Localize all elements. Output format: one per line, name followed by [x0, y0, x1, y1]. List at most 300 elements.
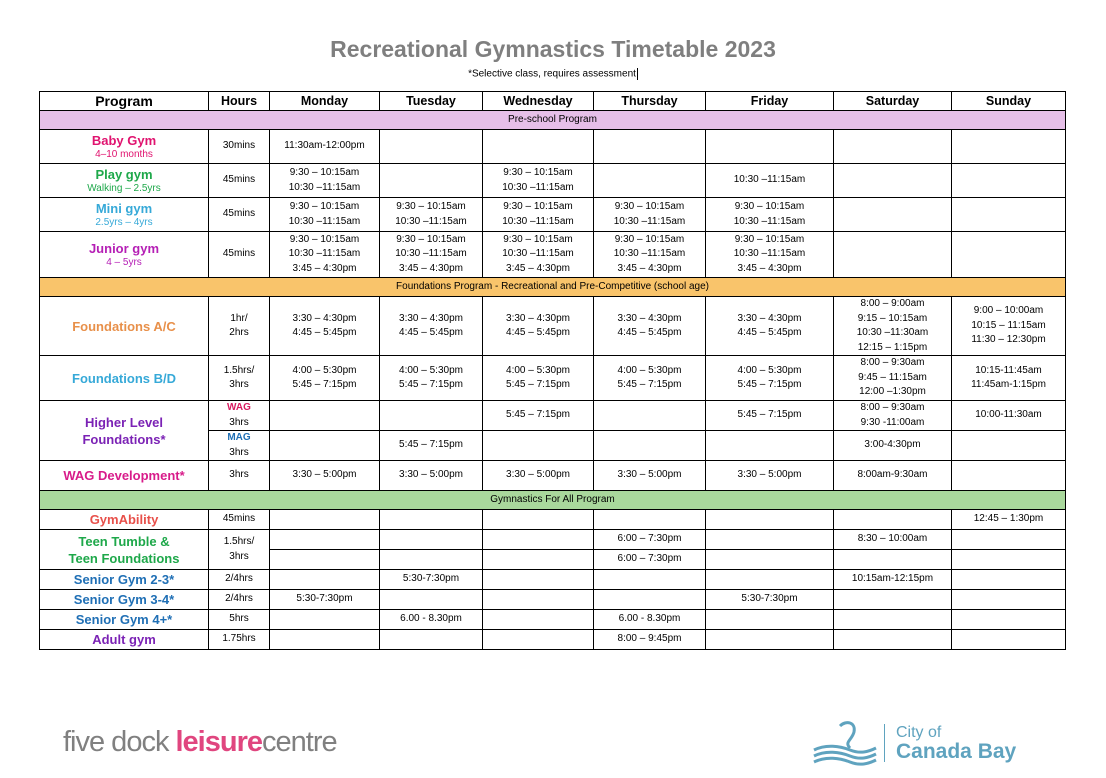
sunday-cell [952, 630, 1066, 650]
friday-cell [706, 164, 834, 198]
time-slot: 10:15-11:45am [975, 364, 1042, 376]
friday-cell [706, 198, 834, 232]
wednesday-cell [483, 610, 594, 630]
timetable [39, 91, 1066, 650]
mag-hours: 3hrs [229, 446, 249, 458]
time-slot: 5:30-7:30pm [296, 593, 353, 605]
time-slot: 10:00-11:30am [975, 409, 1042, 421]
time-slot: 9:00 – 10:00am [973, 305, 1044, 317]
monday-cell [270, 431, 380, 461]
saturday-cell [834, 610, 952, 630]
time-slot: 4:45 – 5:45pm [737, 327, 802, 338]
program-cell [40, 401, 209, 461]
wednesday-cell [483, 297, 594, 356]
hours-cell: 45mins [209, 510, 270, 530]
monday-cell [270, 461, 380, 491]
logo-text-part: centre [262, 726, 337, 758]
tuesday-cell [380, 590, 483, 610]
time-slot: 4:45 – 5:45pm [292, 327, 357, 338]
time-slot: 4:00 – 5:30pm [399, 364, 463, 376]
table-row [40, 610, 1066, 630]
hours-cell [209, 356, 270, 401]
time-slot: 11:30am-12:00pm [284, 140, 365, 152]
program-age: 2.5yrs – 4yrs [95, 217, 153, 228]
tuesday-cell [380, 198, 483, 232]
tuesday-cell [380, 510, 483, 530]
wednesday-cell [483, 198, 594, 232]
tuesday-cell [380, 401, 483, 431]
table-row [40, 590, 1066, 610]
page-title: Recreational Gymnastics Timetable 2023 [330, 36, 776, 62]
tuesday-cell [380, 431, 483, 461]
monday-cell [270, 297, 380, 356]
saturday-cell [834, 130, 952, 164]
time-slot: 10:30 –11:15am [613, 248, 686, 260]
sunday-cell [952, 164, 1066, 198]
time-slot: 3hrs [229, 379, 249, 390]
thursday-cell [594, 297, 706, 356]
logo-divider [884, 724, 885, 762]
time-slot: 3hrs [229, 550, 249, 562]
sunday-cell [952, 530, 1066, 550]
monday-cell [270, 510, 380, 530]
text-cursor [637, 68, 638, 80]
time-slot: 3:30 – 5:00pm [399, 469, 463, 481]
time-slot: 5:45 – 7:15pm [399, 379, 463, 390]
friday-cell [706, 356, 834, 401]
time-slot: 5:45 – 7:15pm [506, 409, 570, 421]
time-slot: 4:00 – 5:30pm [292, 364, 357, 376]
program-cell [40, 610, 209, 630]
time-slot: 10:30 –11:15am [502, 181, 574, 193]
header-friday: Friday [706, 92, 834, 111]
saturday-cell [834, 530, 952, 550]
program-name: Higher Level [84, 414, 164, 430]
wednesday-cell [483, 461, 594, 491]
time-slot: 3:30 – 4:30pm [737, 312, 802, 324]
sunday-cell [952, 590, 1066, 610]
time-slot: 10:30 –11:15am [288, 181, 361, 193]
program-cell [40, 570, 209, 590]
tuesday-cell [380, 610, 483, 630]
program-name: GymAbility [89, 512, 159, 527]
time-slot: 10:30 –11:15am [613, 215, 686, 227]
time-slot: 9:30 – 10:15am [289, 201, 360, 212]
time-slot: 3:30 – 5:00pm [292, 469, 357, 481]
monday-cell [270, 610, 380, 630]
monday-cell [270, 530, 380, 550]
saturday-cell [834, 461, 952, 491]
time-slot: 6.00 - 8.30pm [618, 613, 681, 625]
time-slot: 12:45 – 1:30pm [973, 513, 1044, 525]
program-cell [40, 510, 209, 530]
table-row [40, 198, 1066, 232]
time-slot: 3:45 – 4:30pm [292, 262, 357, 274]
logo-text-small: City of [896, 724, 942, 741]
time-slot: 9:30 – 10:15am [289, 233, 360, 245]
program-name: Foundations B/D [72, 370, 176, 386]
program-name: Foundations A/C [72, 318, 176, 334]
time-slot: 9:30 – 10:15am [734, 201, 805, 212]
saturday-cell [834, 570, 952, 590]
time-slot: 9:30 – 10:15am [734, 233, 805, 245]
friday-cell [706, 550, 834, 570]
tuesday-cell [380, 297, 483, 356]
thursday-cell [594, 401, 706, 431]
time-slot: 10:30 –11:15am [288, 248, 361, 260]
saturday-cell [834, 590, 952, 610]
sunday-cell [952, 570, 1066, 590]
program-name: Mini gym [95, 201, 153, 216]
thursday-cell [594, 570, 706, 590]
hours-cell [209, 530, 270, 570]
time-slot: 11:45am-1:15pm [971, 379, 1046, 390]
thursday-cell [594, 530, 706, 550]
table-row [40, 401, 1066, 431]
time-slot: 11:30 – 12:30pm [971, 334, 1046, 346]
time-slot: 3:45 – 4:30pm [399, 262, 463, 274]
monday-cell [270, 590, 380, 610]
time-slot: 10:30 –11:15am [395, 215, 467, 227]
saturday-cell [834, 232, 952, 278]
sunday-cell [952, 232, 1066, 278]
monday-cell [270, 550, 380, 570]
table-row [40, 461, 1066, 491]
friday-cell [706, 610, 834, 630]
table-row [40, 630, 1066, 650]
time-slot: 5:45 – 7:15pm [617, 379, 682, 390]
hours-cell: 45mins [209, 232, 270, 278]
program-cell [40, 590, 209, 610]
program-name: Foundations* [82, 431, 166, 447]
hours-cell: 2/4hrs [209, 570, 270, 590]
time-slot: 3:30 – 5:00pm [737, 469, 802, 481]
program-name: WAG Development* [63, 468, 185, 483]
header-row [40, 92, 1066, 111]
program-name: Junior gym [88, 241, 160, 256]
thursday-cell [594, 610, 706, 630]
header-tuesday: Tuesday [380, 92, 483, 111]
saturday-cell [834, 297, 952, 356]
band-label: Pre-school Program [40, 111, 1066, 130]
wag-hours: 3hrs [229, 416, 249, 428]
hours-cell: 30mins [209, 130, 270, 164]
page-subtitle [0, 68, 1106, 80]
time-slot: 3:30 – 5:00pm [617, 469, 682, 481]
time-slot: 8:00am-9:30am [857, 469, 928, 481]
mag-label: MAG [227, 432, 251, 443]
saturday-cell [834, 164, 952, 198]
time-slot: 8:00 – 9:45pm [617, 633, 682, 645]
time-slot: 9:15 – 10:15am [857, 312, 928, 324]
hours-cell: 3hrs [209, 461, 270, 491]
time-slot: 2hrs [229, 327, 249, 338]
time-slot: 10:30 –11:15am [733, 174, 806, 186]
friday-cell [706, 297, 834, 356]
saturday-cell [834, 630, 952, 650]
time-slot: 1.5hrs/ [223, 364, 255, 376]
tuesday-cell [380, 164, 483, 198]
tuesday-cell [380, 232, 483, 278]
sunday-cell [952, 550, 1066, 570]
program-name: Senior Gym 3-4* [73, 592, 175, 607]
monday-cell [270, 570, 380, 590]
time-slot: 3:00-4:30pm [864, 439, 921, 451]
program-age: 4 – 5yrs [106, 257, 142, 268]
saturday-cell [834, 401, 952, 431]
friday-cell [706, 431, 834, 461]
wednesday-cell [483, 570, 594, 590]
header-thursday: Thursday [594, 92, 706, 111]
time-slot: 10:30 –11:30am [856, 327, 929, 338]
time-slot: 8:30 – 10:00am [857, 533, 928, 545]
time-slot: 5:30-7:30pm [402, 573, 460, 585]
friday-cell [706, 232, 834, 278]
time-slot: 5:45 – 7:15pm [737, 379, 802, 390]
time-slot: 8:00 – 9:00am [860, 298, 925, 309]
header-saturday: Saturday [834, 92, 952, 111]
time-slot: 3:45 – 4:30pm [737, 262, 802, 274]
table-row [40, 570, 1066, 590]
thursday-cell [594, 356, 706, 401]
program-cell [40, 530, 209, 570]
program-name: Teen Tumble & [78, 533, 170, 549]
time-slot: 10:15 – 11:15am [971, 319, 1046, 331]
tuesday-cell [380, 550, 483, 570]
saturday-cell [834, 431, 952, 461]
wednesday-cell [483, 510, 594, 530]
time-slot: 9:30 – 10:15am [503, 233, 573, 245]
header-program: Program [40, 92, 209, 111]
wednesday-cell [483, 164, 594, 198]
program-cell [40, 461, 209, 491]
band-foundations [40, 278, 1066, 297]
program-cell [40, 297, 209, 356]
wednesday-cell [483, 356, 594, 401]
time-slot: 3:30 – 4:30pm [399, 312, 463, 324]
time-slot: 4:45 – 5:45pm [617, 327, 682, 338]
time-slot: 10:30 –11:15am [733, 215, 806, 227]
friday-cell [706, 590, 834, 610]
program-age: Walking – 2.5yrs [87, 183, 161, 194]
table-row [40, 297, 1066, 356]
sunday-cell [952, 356, 1066, 401]
time-slot: 5:45 – 7:15pm [737, 409, 802, 421]
saturday-cell [834, 510, 952, 530]
thursday-cell [594, 550, 706, 570]
friday-cell [706, 570, 834, 590]
monday-cell [270, 130, 380, 164]
sunday-cell [952, 431, 1066, 461]
program-name: Senior Gym 4+* [75, 612, 173, 627]
time-slot: 4:45 – 5:45pm [399, 327, 463, 338]
tuesday-cell [380, 461, 483, 491]
time-slot: 9:30 -11:00am [860, 416, 925, 428]
canada-bay-logo [810, 718, 1050, 768]
time-slot: 3:30 – 5:00pm [506, 469, 570, 481]
header-sunday: Sunday [952, 92, 1066, 111]
logo-text-part: leisure [175, 726, 262, 758]
time-slot: 10:30 –11:15am [733, 248, 806, 260]
thursday-cell [594, 164, 706, 198]
logo-text-big: Canada Bay [896, 740, 1017, 763]
hours-cell: 45mins [209, 198, 270, 232]
thursday-cell [594, 461, 706, 491]
hours-cell: 45mins [209, 164, 270, 198]
time-slot: 9:30 – 10:15am [396, 201, 466, 212]
hours-cell [209, 297, 270, 356]
monday-cell [270, 401, 380, 431]
time-slot: 5:45 – 7:15pm [506, 379, 570, 390]
friday-cell [706, 401, 834, 431]
band-preschool [40, 111, 1066, 130]
time-slot: 6:00 – 7:30pm [617, 533, 682, 545]
program-name: Baby Gym [91, 133, 157, 148]
wednesday-cell [483, 431, 594, 461]
monday-cell [270, 232, 380, 278]
time-slot: 10:30 –11:15am [502, 248, 574, 260]
time-slot: 1.5hrs/ [223, 536, 255, 547]
table-row [40, 510, 1066, 530]
time-slot: 3:30 – 4:30pm [292, 312, 357, 324]
tuesday-cell [380, 570, 483, 590]
time-slot: 12:15 – 1:15pm [857, 341, 928, 353]
friday-cell [706, 510, 834, 530]
subtitle-text: *Selective class, requires assessment [468, 68, 636, 80]
time-slot: 1hr/ [230, 312, 248, 324]
program-cell [40, 130, 209, 164]
thursday-cell [594, 590, 706, 610]
program-cell [40, 164, 209, 198]
program-cell [40, 356, 209, 401]
band-label: Foundations Program - Recreational and Pre-Competitive (school age) [40, 278, 1066, 297]
time-slot: 3:30 – 4:30pm [617, 312, 682, 324]
table-row [40, 130, 1066, 164]
thursday-cell [594, 130, 706, 164]
time-slot: 6:00 – 7:30pm [617, 553, 682, 565]
program-name: Senior Gym 2-3* [73, 572, 175, 587]
canada-bay-wave-icon [810, 718, 880, 768]
time-slot: 10:30 –11:15am [502, 215, 574, 227]
time-slot: 5:45 – 7:15pm [399, 439, 463, 451]
header-wednesday: Wednesday [483, 92, 594, 111]
saturday-cell [834, 550, 952, 570]
sunday-cell [952, 198, 1066, 232]
thursday-cell [594, 510, 706, 530]
friday-cell [706, 530, 834, 550]
wednesday-cell [483, 550, 594, 570]
friday-cell [706, 630, 834, 650]
time-slot: 6.00 - 8.30pm [400, 613, 462, 625]
band-label: Gymnastics For All Program [40, 491, 1066, 510]
time-slot: 9:30 – 10:15am [614, 233, 685, 245]
sunday-cell [952, 297, 1066, 356]
monday-cell [270, 164, 380, 198]
tuesday-cell [380, 356, 483, 401]
sunday-cell [952, 130, 1066, 164]
time-slot: 3:45 – 4:30pm [506, 262, 570, 274]
time-slot: 9:45 – 11:15am [858, 371, 927, 383]
five-dock-logo [63, 726, 337, 759]
program-name: Play gym [95, 167, 153, 182]
wednesday-cell [483, 630, 594, 650]
time-slot: 9:30 – 10:15am [614, 201, 685, 212]
sunday-cell [952, 610, 1066, 630]
sunday-cell [952, 510, 1066, 530]
time-slot: 8:00 – 9:30am [860, 402, 925, 413]
wednesday-cell [483, 530, 594, 550]
table-row [40, 232, 1066, 278]
hours-cell: 5hrs [209, 610, 270, 630]
table-row [40, 356, 1066, 401]
thursday-cell [594, 630, 706, 650]
tuesday-cell [380, 130, 483, 164]
monday-cell [270, 630, 380, 650]
header-monday: Monday [270, 92, 380, 111]
sunday-cell [952, 401, 1066, 431]
program-cell [40, 232, 209, 278]
wednesday-cell [483, 130, 594, 164]
thursday-cell [594, 198, 706, 232]
hours-cell [209, 401, 270, 431]
time-slot: 3:45 – 4:30pm [617, 262, 682, 274]
saturday-cell [834, 356, 952, 401]
thursday-cell [594, 232, 706, 278]
friday-cell [706, 461, 834, 491]
program-name: Teen Foundations [68, 550, 180, 566]
table-row [40, 164, 1066, 198]
hours-cell [209, 431, 270, 461]
hours-cell: 2/4hrs [209, 590, 270, 610]
time-slot: 5:30-7:30pm [741, 593, 798, 605]
program-cell [40, 630, 209, 650]
logo-text-part: five dock [63, 726, 176, 758]
friday-cell [706, 130, 834, 164]
hours-cell: 1.75hrs [209, 630, 270, 650]
wednesday-cell [483, 232, 594, 278]
time-slot: 9:30 – 10:15am [503, 167, 573, 178]
time-slot: 9:30 – 10:15am [396, 233, 466, 245]
header-hours: Hours [209, 92, 270, 111]
time-slot: 4:00 – 5:30pm [506, 364, 570, 376]
wednesday-cell [483, 401, 594, 431]
sunday-cell [952, 461, 1066, 491]
time-slot: 9:30 – 10:15am [289, 167, 360, 178]
time-slot: 4:00 – 5:30pm [617, 364, 682, 376]
tuesday-cell [380, 630, 483, 650]
thursday-cell [594, 431, 706, 461]
monday-cell [270, 198, 380, 232]
time-slot: 8:00 – 9:30am [860, 357, 925, 369]
wag-label: WAG [227, 402, 251, 413]
band-gfa [40, 491, 1066, 510]
wednesday-cell [483, 590, 594, 610]
table-row [40, 530, 1066, 550]
time-slot: 10:15am-12:15pm [851, 573, 934, 585]
time-slot: 4:45 – 5:45pm [506, 327, 570, 338]
time-slot: 4:00 – 5:30pm [737, 364, 802, 376]
tuesday-cell [380, 530, 483, 550]
time-slot: 9:30 – 10:15am [503, 201, 573, 212]
time-slot: 10:30 –11:15am [395, 248, 467, 260]
program-cell [40, 198, 209, 232]
time-slot: 10:30 –11:15am [288, 215, 361, 227]
time-slot: 5:45 – 7:15pm [292, 379, 357, 390]
program-age: 4–10 months [95, 149, 153, 160]
saturday-cell [834, 198, 952, 232]
time-slot: 12:00 –1:30pm [859, 386, 926, 398]
time-slot: 3:30 – 4:30pm [506, 312, 570, 324]
